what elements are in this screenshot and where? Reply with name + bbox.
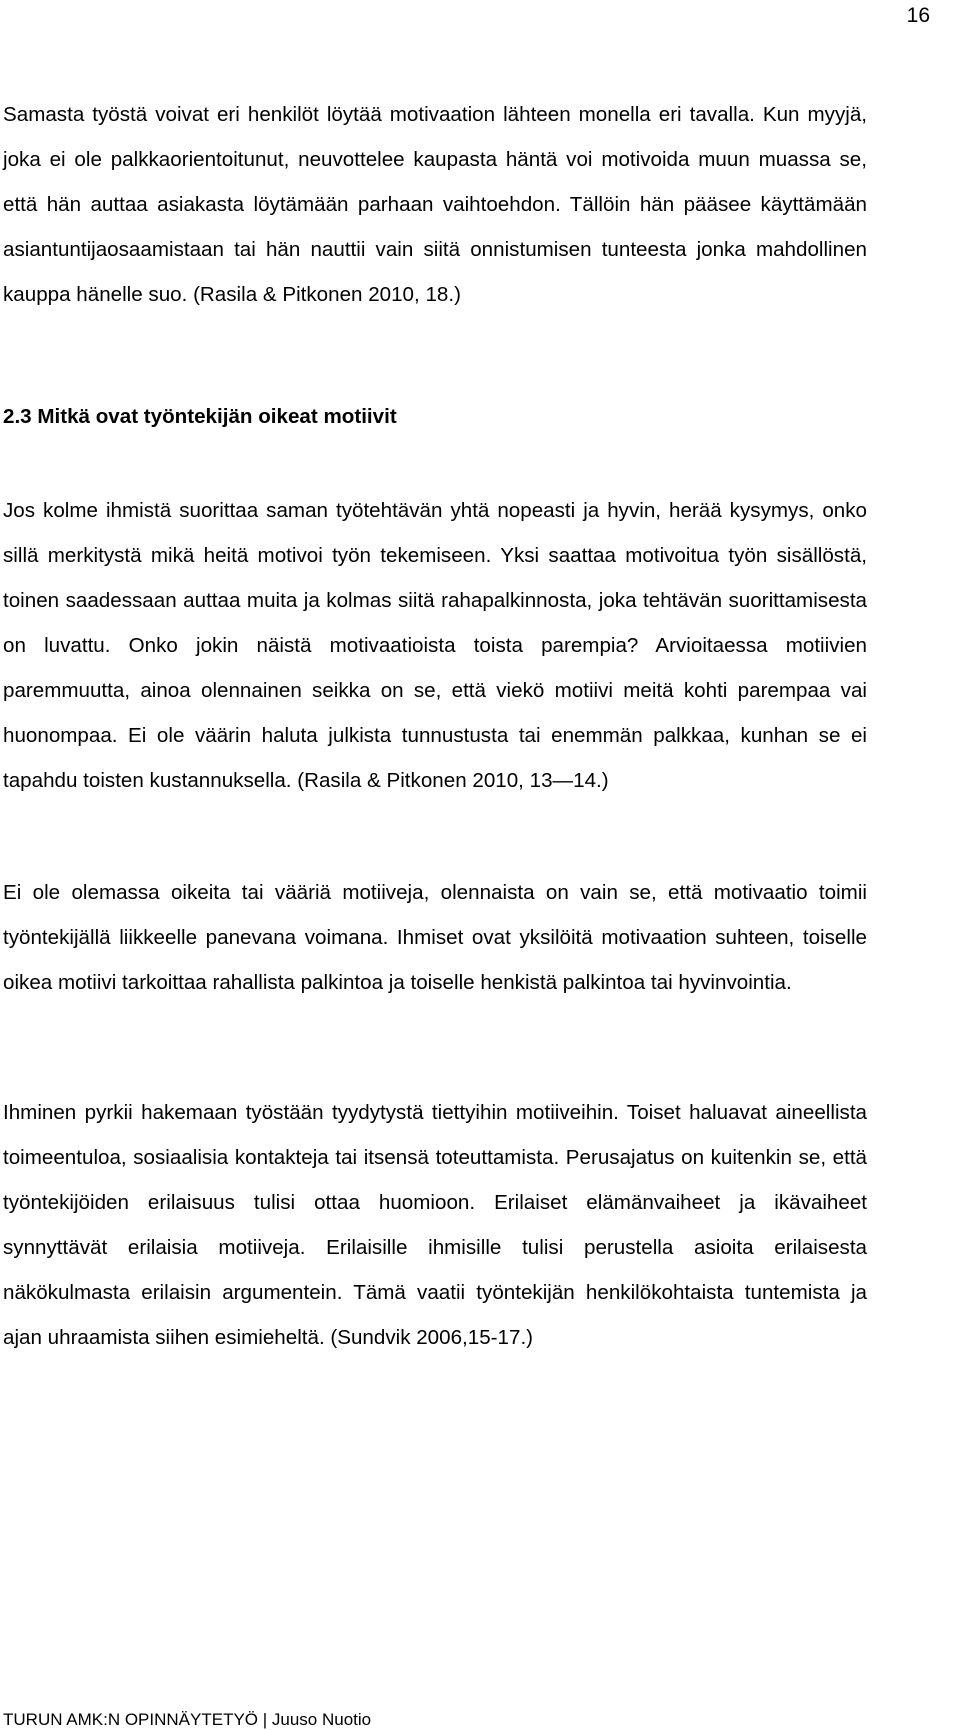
paragraph-motivation-sources: Samasta työstä voivat eri henkilöt löytää motivaation lähteen monella eri tavalla. Kun myyjä, joka ei ole palkkaorientoitunut, neuvottelee kaupasta häntä voi motivoida muun muassa se, että hän auttaa asiakasta löytämään parhaan vaihtoehdon. Tällöin hän pääsee käyttämään asiantuntijaosaamistaan tai hän nauttii vain siitä onnistumisen tunteesta jonka mahdollinen kauppa hänelle suo. (Rasila & Pitkonen 2010, 18.)	[3, 103, 867, 306]
paragraph-three-people: Jos kolme ihmistä suorittaa saman työtehtävän yhtä nopeasti ja hyvin, herää kysymys, onko sillä merkitystä mikä heitä motivoi työn tekemiseen. Yksi saattaa motivoitua työn sisällöstä, toinen saadessaan auttaa muita ja kolmas siitä rahapalkinnosta, joka tehtävän suorittamisesta on luvattu. Onko jokin näistä motivaatioista toista parempia? Arvioitaessa motiivien paremmuutta, ainoa olennainen seikka on se, että viekö motiivi meitä kohti parempaa vai huonompaa. Ei ole väärin haluta julkista tunnustusta tai enemmän palkkaa, kunhan se ei tapahdu toisten kustannuksella. (Rasila & Pitkonen 2010, 13—14.)	[3, 499, 867, 792]
section-heading: 2.3 Mitkä ovat työntekijän oikeat motiivit	[3, 405, 397, 428]
paragraph-no-right-motives: Ei ole olemassa oikeita tai vääriä motiiveja, olennaista on vain se, että motivaatio toimii työntekijällä liikkeelle panevana voimana. Ihmiset ovat yksilöitä motivaation suhteen, toiselle oikea motiivi tarkoittaa rahallista palkintoa ja toiselle henkistä palkintoa tai hyvinvointia.	[3, 881, 867, 994]
page-number: 16	[906, 4, 930, 27]
paragraph-satisfaction-motives: Ihminen pyrkii hakemaan työstään tyydytystä tiettyihin motiiveihin. Toiset haluavat aineellista toimeentuloa, sosiaalisia kontakteja tai itsensä toteuttamista. Perusajatus on kuitenkin se, että työntekijöiden erilaisuus tulisi ottaa huomioon. Erilaiset elämänvaiheet ja ikävaiheet synnyttävät erilaisia motiiveja. Erilaisille ihmisille tulisi perustella asioita erilaisesta näkökulmasta erilaisin argumentein. Tämä vaatii työntekijän henkilökohtaista tuntemista ja ajan uhraamista siihen esimieheltä. (Sundvik 2006,15-17.)	[3, 1101, 867, 1349]
page-footer: TURUN AMK:N OPINNÄYTETYÖ | Juuso Nuotio	[3, 1710, 372, 1729]
